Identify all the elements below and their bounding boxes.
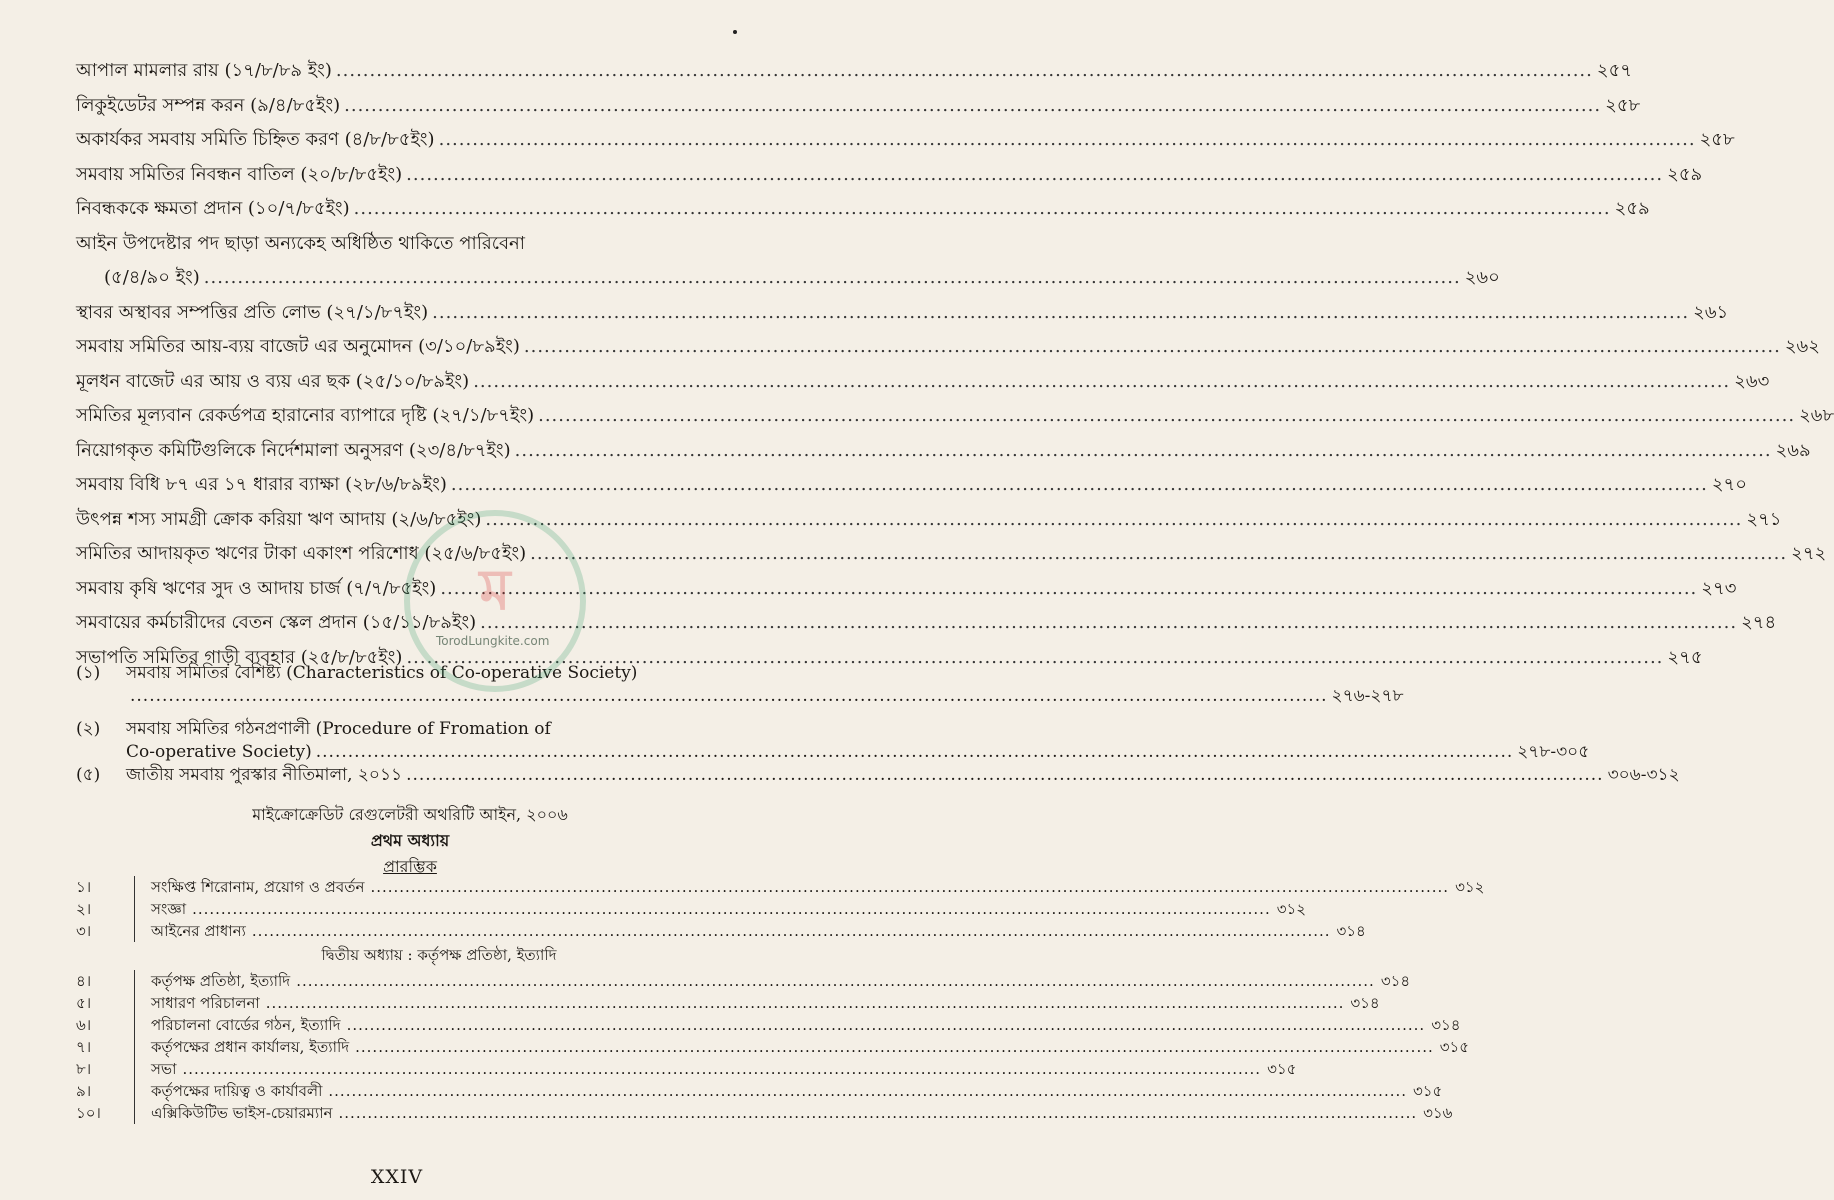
- toc-entry-page: ২৭০: [1711, 474, 1747, 495]
- toc-entry-title: লিকুইডেটর সম্পন্ন করন (৯/৪/৮৫ইং): [76, 94, 341, 116]
- section-number: ১।: [76, 876, 135, 898]
- toc-entry-page: ২৫৮: [1605, 94, 1641, 116]
- toc-entry-page: ২৫৯: [1614, 198, 1650, 219]
- section-number: ৩।: [76, 920, 135, 942]
- toc-entry-page: ২৭২: [1791, 543, 1827, 564]
- section-title: আইনের প্রাধান্য: [151, 922, 246, 940]
- section-page: ৩১২: [1276, 900, 1306, 918]
- section-title: কর্তৃপক্ষের দায়িত্ব ও কার্যাবলী: [151, 1082, 323, 1100]
- section-number: ৬।: [76, 1014, 135, 1036]
- section-title: এক্সিকিউটিভ ভাইস-চেয়ারম্যান: [151, 1104, 333, 1122]
- section-page: ৩১২: [1455, 878, 1485, 896]
- section-page: ৩১৪: [1336, 922, 1366, 940]
- section-number: ২।: [76, 898, 135, 920]
- section-row: [76, 1102, 1453, 1124]
- dot-leader: [370, 878, 1449, 896]
- watermark-logo: ম: [404, 510, 586, 692]
- entry-page: ৩০৬-৩১২: [1607, 765, 1680, 785]
- dot-leader: [530, 543, 1787, 564]
- toc-entry-title: মূলধন বাজেট এর আয় ও ব্যয় এর ছক (২৫/১০/৮৯ইং): [76, 370, 470, 392]
- toc-entry-title: সমিতির আদায়কৃত ঋণের টাকা একাংশ পরিশোধ (২৫/৬/৮৫ইং): [76, 543, 527, 564]
- dot-leader: [432, 302, 1689, 323]
- section-row: [76, 920, 1366, 942]
- toc-entry-title: সমবায় বিধি ৮৭ এর ১৭ ধারার ব্যাক্ষা (২৮/৬/৮৯ইং): [76, 474, 447, 495]
- toc-row: [76, 263, 1500, 298]
- chapter-two-heading: দ্বিতীয় অধ্যায় : কর্তৃপক্ষ প্রতিষ্ঠা, ইত্যাদি: [321, 946, 557, 964]
- section-number: ১০।: [76, 1102, 135, 1124]
- entry-page: ২৭৮-৩০৫: [1517, 742, 1590, 762]
- numbered-row: [76, 718, 744, 741]
- dot-leader: [316, 741, 1514, 764]
- section-title: সংক্ষিপ্ত শিরোনাম, প্রয়োগ ও প্রবর্তন: [151, 878, 365, 896]
- section-row: [76, 970, 1411, 992]
- chapter-two-heading-row: [76, 944, 744, 968]
- section-title: কর্তৃপক্ষ প্রতিষ্ঠা, ইত্যাদি: [151, 972, 291, 990]
- chapter-one-heading: প্রথম অধ্যায়: [370, 831, 450, 850]
- dot-leader: [485, 509, 1742, 530]
- toc-entry-title: স্থাবর অস্থাবর সম্পত্তির প্রতি লোভ (২৭/১/৮৭ইং): [76, 301, 429, 323]
- dot-leader: [406, 164, 1663, 185]
- section-title: পরিচালনা বোর্ডের গঠন, ইত্যাদি: [151, 1016, 341, 1034]
- toc-entry-title: সভাপতি সমিতির গাড়ী ব্যবহার (২৫/৮/৮৫ইং): [76, 646, 403, 668]
- toc-row: [76, 194, 1650, 229]
- toc-row: [76, 91, 1641, 126]
- dot-leader: [439, 129, 1696, 150]
- dot-leader: [347, 1016, 1426, 1034]
- sections-chapter-one: [76, 876, 1485, 942]
- toc-entry-page: ২৭৩: [1701, 577, 1737, 599]
- numbered-row-continuation: [76, 741, 1590, 764]
- entry-title: জাতীয় সমবায় পুরস্কার নীতিমালা, ২০১১: [126, 765, 403, 785]
- dot-leader: [473, 371, 1730, 392]
- toc-row: [76, 332, 1820, 367]
- numbered-row: [76, 662, 744, 685]
- section-page: ৩১৫: [1267, 1060, 1297, 1078]
- toc-entry-title: অকার্যকর সমবায় সমিতি চিহ্নিত করণ (৪/৮/৮৫ইং): [76, 129, 435, 150]
- section-body: [135, 1102, 1452, 1127]
- toc-entry-page: ২৬৮: [1799, 405, 1834, 426]
- toc-entry-title: নিবন্ধককে ক্ষমতা প্রদান (১০/৭/৮৫ইং): [76, 198, 350, 219]
- spacer: [76, 708, 744, 718]
- toc-entry-page: ২৬৩: [1734, 370, 1770, 392]
- toc-entry-page: ২৬৯: [1775, 439, 1811, 461]
- toc-entry-page: ২৬১: [1693, 301, 1729, 323]
- toc-entry-page: ২৫৭: [1596, 60, 1632, 81]
- section-number: ৪।: [76, 970, 135, 992]
- chapter-one-subheading-text: প্রারম্ভিক: [383, 857, 437, 876]
- section-body: [135, 920, 1366, 945]
- section-number: ৯।: [76, 1080, 135, 1102]
- dot-leader: [406, 764, 1604, 787]
- dot-leader: [204, 267, 1461, 288]
- dot-leader: [538, 405, 1795, 426]
- dot-leader: [296, 972, 1375, 990]
- numbered-row-continuation: [76, 685, 1404, 708]
- dot-leader: [192, 900, 1271, 918]
- entry-body: [126, 764, 1680, 787]
- toc-row: [76, 56, 1632, 91]
- dot-leader: [182, 1060, 1261, 1078]
- section-title: কর্তৃপক্ষের প্রধান কার্যালয়, ইত্যাদি: [151, 1038, 350, 1056]
- section-page: ৩১৫: [1439, 1038, 1469, 1056]
- toc-row: [76, 505, 1782, 540]
- dot-leader: [130, 685, 1328, 708]
- toc-entry-page: ২৫৮: [1699, 129, 1735, 150]
- toc-entry-page: ২৫৯: [1667, 163, 1703, 185]
- section-number: ৫।: [76, 992, 135, 1014]
- entry-body: [126, 685, 1404, 708]
- numbered-row: [76, 764, 1680, 787]
- toc-row: [76, 229, 744, 264]
- watermark-url: TorodLungkite.com: [436, 634, 550, 648]
- section-row: [76, 1036, 1469, 1058]
- section-page: ৩১৪: [1431, 1016, 1461, 1034]
- toc-entry-title: আইন উপদেষ্টার পদ ছাড়া অন্যকেহ অধিষ্ঠিত থাকিতে পারিবেনা: [76, 232, 525, 254]
- toc-row: [76, 298, 1729, 333]
- entry-page: ২৭৬-২৭৮: [1331, 686, 1404, 706]
- section-page: ৩১৪: [1350, 994, 1380, 1012]
- dot-leader: [344, 95, 1601, 116]
- entry-number: (২): [76, 719, 101, 739]
- page-number: XXIV: [370, 1166, 424, 1188]
- sections-chapter-two: [76, 970, 1469, 1124]
- entry-body: [126, 718, 744, 741]
- toc-entry-title: সমবায় সমিতির আয়-ব্যয় বাজেট এর অনুমোদন (৩/১০/৮৯ইং): [76, 336, 520, 357]
- corner-mark: [733, 30, 737, 34]
- toc-entry-title: সমবায় সমিতির নিবন্ধন বাতিল (২০/৮/৮৫ইং): [76, 163, 403, 185]
- section-row: [76, 1080, 1443, 1102]
- toc-row: [76, 436, 1811, 471]
- section-row: [76, 876, 1485, 898]
- toc-entry-page: ২৭৪: [1741, 612, 1777, 633]
- section-number: ৭।: [76, 1036, 135, 1058]
- toc-entry-page: ২৭১: [1746, 508, 1782, 530]
- toc-entry-page: ২৭৫: [1667, 646, 1703, 668]
- dot-leader: [266, 994, 1345, 1012]
- dot-leader: [451, 474, 1708, 495]
- dot-leader: [354, 198, 1611, 219]
- section-title: সংজ্ঞা: [151, 900, 187, 918]
- toc-row: [76, 470, 1747, 505]
- numbered-entries: [76, 662, 1680, 787]
- section-row: [76, 1014, 1461, 1036]
- section-row: [76, 992, 1380, 1014]
- section-row: [76, 898, 1306, 920]
- entry-title: সমবায় সমিতির বৈশিষ্ট্য (Characteristics of Co-operative Society): [126, 663, 638, 683]
- toc-entry-title: নিয়োগকৃত কমিটিগুলিকে নির্দেশমালা অনুসরণ (২৩/৪/৮৭ইং): [76, 439, 511, 461]
- toc-entry-title: সমবায় কৃষি ঋণের সুদ ও আদায় চার্জ (৭/৭/৮৫ইং): [76, 577, 437, 599]
- section-page: ৩১৫: [1413, 1082, 1443, 1100]
- toc-entry-title: উৎপন্ন শস্য সামগ্রী ক্রোক করিয়া ঋণ আদায় (২/৬/৮৫ইং): [76, 508, 482, 530]
- dot-leader: [480, 612, 1737, 633]
- toc-entry-title: আপাল মামলার রায় (১৭/৮/৮৯ ইং): [76, 60, 332, 81]
- entry-number: (১): [76, 663, 101, 683]
- dot-leader: [336, 60, 1593, 81]
- toc-row: [76, 160, 1703, 195]
- section-title: সভা: [151, 1060, 177, 1078]
- section-page: ৩১৬: [1423, 1104, 1453, 1122]
- section-number: ৮।: [76, 1058, 135, 1080]
- toc-entry-title: সমবায়ের কর্মচারীদের বেতন স্কেল প্রদান (১৫/১১/৮৯ইং): [76, 612, 477, 633]
- toc-entry-page: ২৬২: [1784, 336, 1820, 357]
- toc-entry-page: ২৬০: [1464, 267, 1500, 288]
- section-page: ৩১৪: [1380, 972, 1411, 990]
- act-title: মাইক্রোক্রেডিট রেগুলেটরী অথরিটি আইন, ২০০৬: [252, 805, 568, 824]
- section-row: [76, 1058, 1297, 1080]
- dot-leader: [515, 440, 1772, 461]
- toc-entry-title: সমিতির মূল্যবান রেকর্ডপত্র হারানোর ব্যাপারে দৃষ্টি (২৭/১/৮৭ইং): [76, 405, 535, 426]
- dot-leader: [524, 336, 1781, 357]
- entry-title: সমবায় সমিতির গঠনপ্রণালী (Procedure of Fromation of: [126, 719, 551, 739]
- section-title: সাধারণ পরিচালনা: [151, 994, 260, 1012]
- dot-leader: [339, 1104, 1418, 1122]
- entry-number: (৫): [76, 765, 101, 785]
- toc-entry-title: (৫/৪/৯০ ইং): [104, 267, 200, 288]
- toc-row: [76, 125, 1735, 160]
- toc-row: [76, 401, 1834, 436]
- dot-leader: [328, 1082, 1407, 1100]
- entry-body: [126, 741, 1589, 764]
- dot-leader: [440, 578, 1697, 599]
- entry-title-line2: Co-operative Society): [126, 742, 312, 762]
- toc-row: [76, 367, 1770, 402]
- dot-leader: [252, 922, 1331, 940]
- dot-leader: [355, 1038, 1434, 1056]
